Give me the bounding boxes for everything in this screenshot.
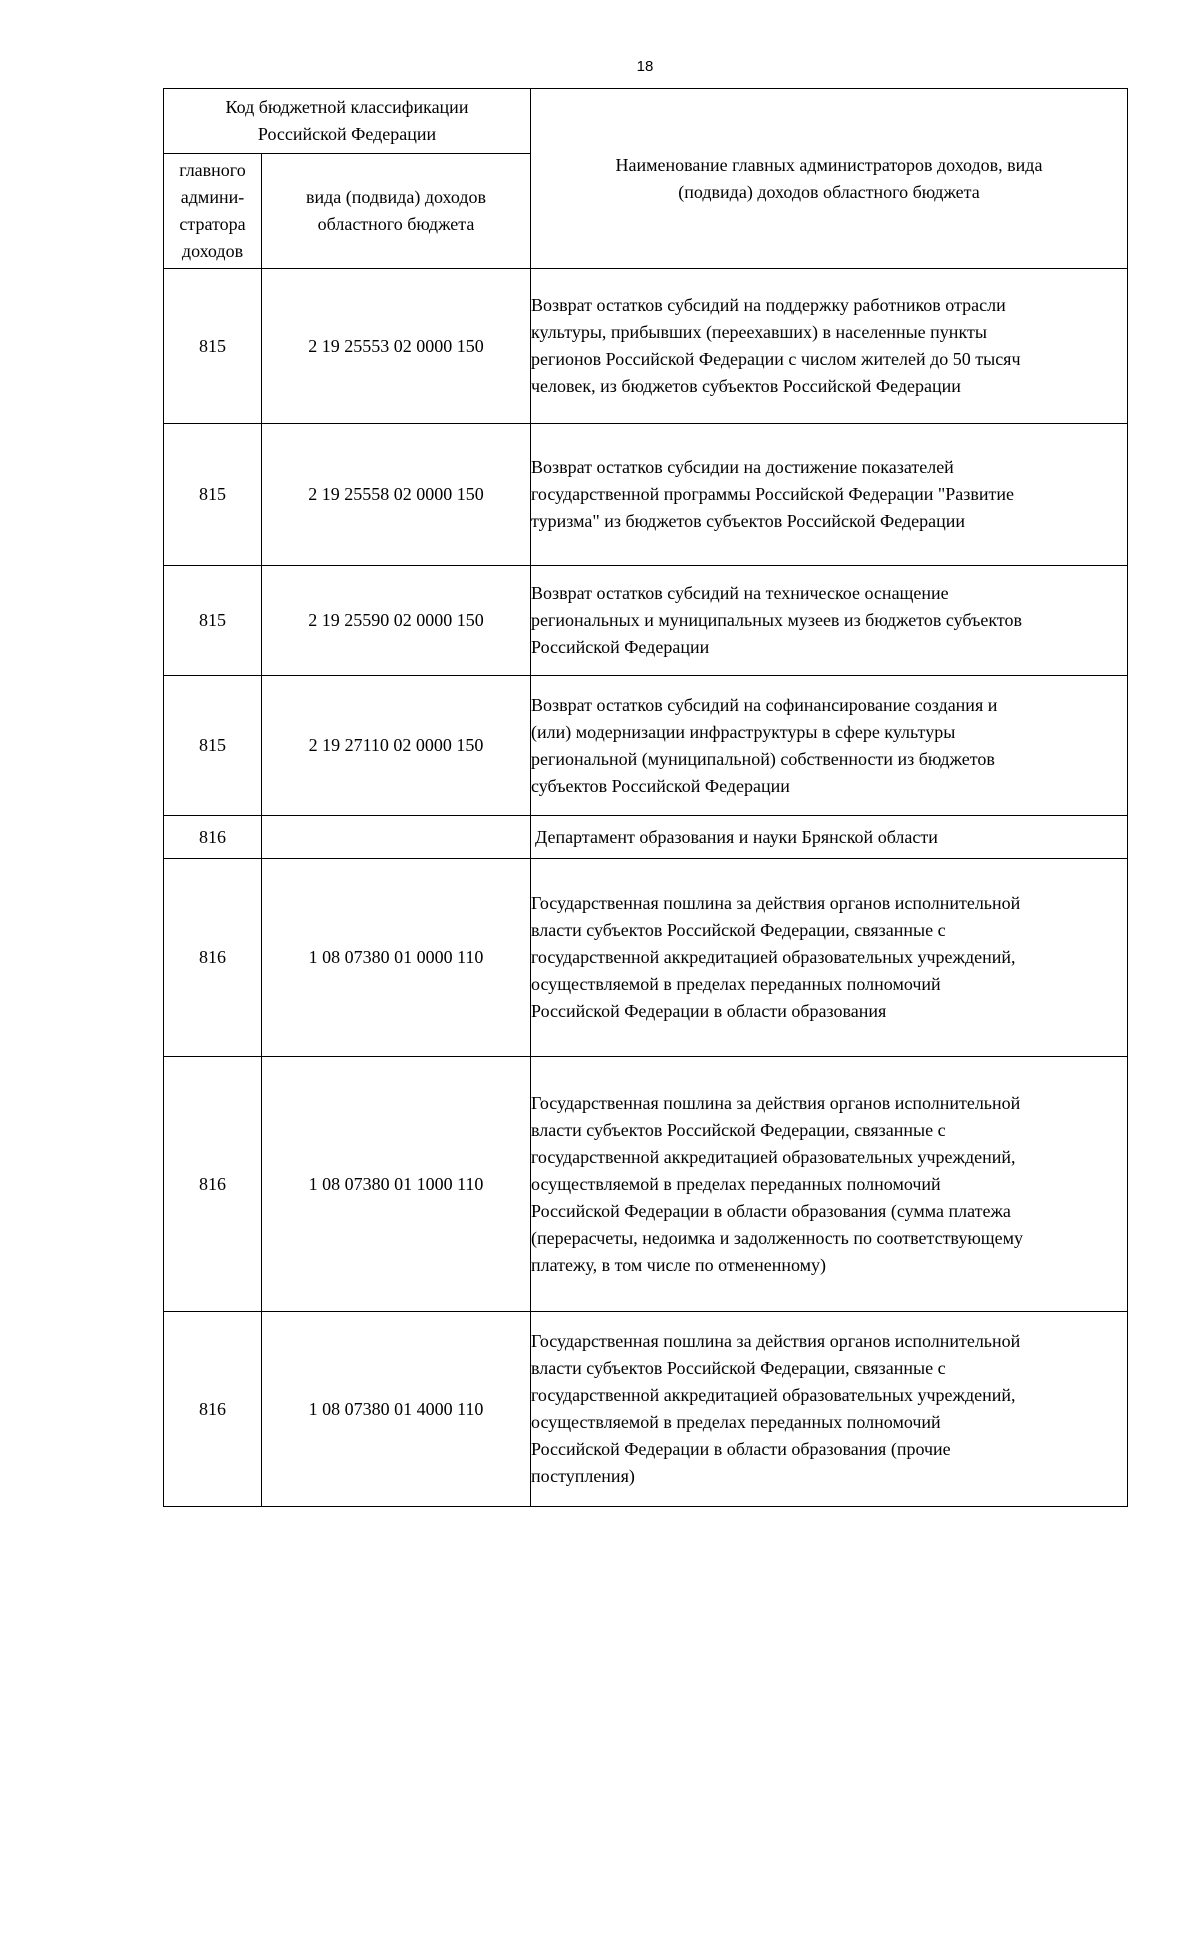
table-row	[164, 566, 1128, 676]
name-line: Возврат остатков субсидий на техническое оснащение	[531, 583, 949, 603]
revenue-name-cell	[531, 566, 1128, 676]
name-line: государственной аккредитацией образовательных учреждений,	[531, 1146, 1016, 1167]
code-column-header	[262, 154, 531, 269]
name-line: Возврат остатков субсидий на поддержку работников отрасли	[531, 295, 1006, 315]
page-number: 18	[636, 58, 654, 75]
department-name-cell	[531, 816, 1128, 859]
revenue-code-cell: 2 19 25590 02 0000 150	[262, 566, 531, 676]
code-header-line: областного бюджета	[317, 214, 475, 234]
name-line: Российской Федерации в области образования (сумма платежа	[531, 1200, 1011, 1221]
department-name: Департамент образования и науки Брянской области	[535, 826, 938, 847]
name-line: Государственная пошлина за действия органов исполнительной	[531, 1331, 1021, 1351]
name-line: Российской Федерации в области образования (прочие	[531, 1439, 951, 1459]
revenue-name-cell	[531, 1057, 1128, 1312]
admin-header-line: доходов	[181, 241, 244, 261]
kbk-group-line: Российской Федерации	[257, 124, 437, 144]
admin-code-cell: 816	[164, 816, 262, 859]
revenue-name-cell	[531, 859, 1128, 1057]
name-line: государственной аккредитацией образовательных учреждений,	[531, 1385, 1016, 1405]
admin-header-line: админи-	[180, 187, 245, 207]
kbk-group-line: Код бюджетной классификации	[225, 97, 469, 117]
name-line: Российской Федерации	[531, 637, 710, 657]
admin-code-cell: 815	[164, 269, 262, 424]
name-line: государственной аккредитацией образовательных учреждений,	[531, 947, 1016, 967]
name-line: осуществляемой в пределах переданных полномочий	[531, 1173, 941, 1194]
name-line: культуры, прибывших (переехавших) в населенные пункты	[531, 322, 987, 342]
name-line: человек, из бюджетов субъектов Российской Федерации	[531, 376, 961, 396]
table-row	[164, 1057, 1128, 1312]
revenue-code-cell: 2 19 25558 02 0000 150	[262, 424, 531, 566]
name-line: власти субъектов Российской Федерации, связанные с	[531, 1358, 946, 1378]
admin-code-cell: 816	[164, 859, 262, 1057]
admin-code-cell: 816	[164, 1312, 262, 1507]
admin-header-line: главного	[179, 160, 246, 180]
admin-code-cell: 815	[164, 566, 262, 676]
admin-code-cell: 815	[164, 676, 262, 816]
name-line: регионов Российской Федерации с числом жителей до 50 тысяч	[531, 349, 1021, 369]
revenue-name-cell	[531, 424, 1128, 566]
name-line: платежу, в том числе по отмененному)	[531, 1254, 827, 1275]
name-line: Возврат остатков субсидии на достижение показателей	[531, 457, 954, 477]
admin-code-cell: 815	[164, 424, 262, 566]
revenue-code-cell: 2 19 27110 02 0000 150	[262, 676, 531, 816]
name-line: власти субъектов Российской Федерации, связанные с	[531, 920, 946, 940]
name-column-header	[531, 89, 1128, 269]
department-row	[164, 816, 1128, 859]
name-line: поступления)	[531, 1466, 635, 1486]
revenue-name-cell	[531, 676, 1128, 816]
table-row	[164, 1312, 1128, 1507]
name-line: осуществляемой в пределах переданных полномочий	[531, 974, 941, 994]
name-line: власти субъектов Российской Федерации, связанные с	[531, 1119, 946, 1140]
name-line: субъектов Российской Федерации	[531, 775, 790, 796]
revenue-code-cell: 1 08 07380 01 4000 110	[262, 1312, 531, 1507]
kbk-group-header	[164, 89, 531, 154]
name-line: Возврат остатков субсидий на софинансирование создания и	[531, 694, 998, 715]
admin-header-line: стратора	[179, 214, 246, 234]
code-header-line: вида (подвида) доходов	[306, 187, 486, 207]
revenue-code-cell: 1 08 07380 01 1000 110	[262, 1057, 531, 1312]
revenue-code-cell: 2 19 25553 02 0000 150	[262, 269, 531, 424]
name-line: (или) модернизации инфраструктуры в сфере культуры	[531, 721, 956, 742]
table-row	[164, 424, 1128, 566]
name-line: Государственная пошлина за действия органов исполнительной	[531, 1092, 1021, 1113]
name-line: (перерасчеты, недоимка и задолженность по соответствующему	[531, 1227, 1024, 1248]
table-header-row-top	[164, 89, 1128, 154]
name-header-line: Наименование главных администраторов доходов, вида	[615, 154, 1043, 175]
name-line: государственной программы Российской Федерации "Развитие	[531, 484, 1014, 504]
admin-code-cell: 816	[164, 1057, 262, 1312]
revenue-name-cell	[531, 1312, 1128, 1507]
budget-classification-table	[163, 88, 1128, 1507]
name-line: Государственная пошлина за действия органов исполнительной	[531, 893, 1021, 913]
name-line: туризма" из бюджетов субъектов Российской Федерации	[531, 511, 966, 531]
name-line: Российской Федерации в области образования	[531, 1001, 887, 1021]
admin-column-header	[164, 154, 262, 269]
revenue-code-cell	[262, 816, 531, 859]
revenue-name-cell	[531, 269, 1128, 424]
revenue-code-cell: 1 08 07380 01 0000 110	[262, 859, 531, 1057]
name-header-line: (подвида) доходов областного бюджета	[678, 181, 980, 202]
name-line: региональной (муниципальной) собственности из бюджетов	[531, 748, 995, 769]
table-row	[164, 269, 1128, 424]
name-line: региональных и муниципальных музеев из бюджетов субъектов	[531, 610, 1023, 630]
name-line: осуществляемой в пределах переданных полномочий	[531, 1412, 941, 1432]
table-row	[164, 676, 1128, 816]
table-row	[164, 859, 1128, 1057]
